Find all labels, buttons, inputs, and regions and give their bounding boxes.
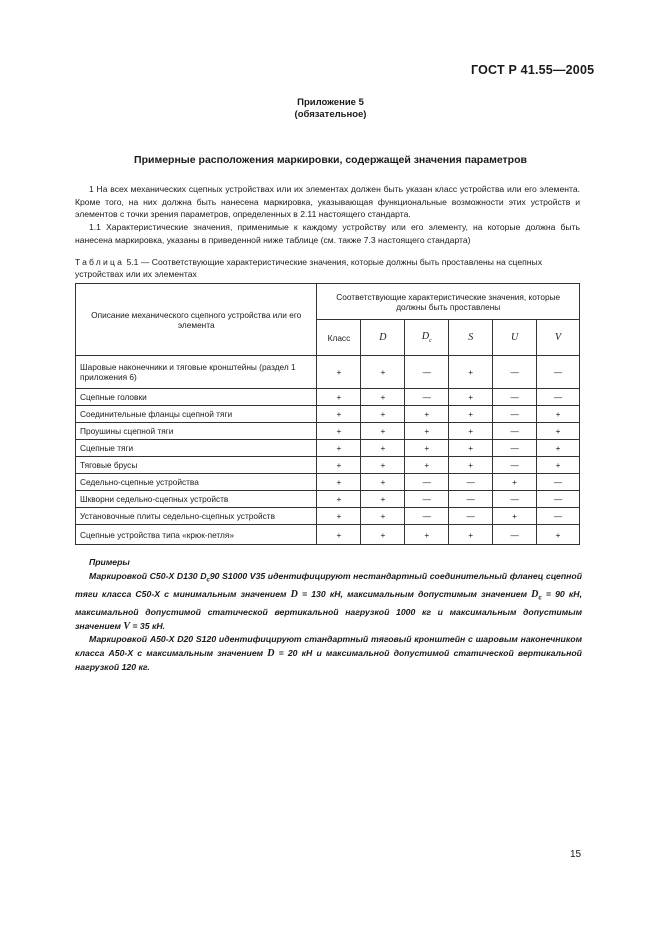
table-cell: +: [317, 356, 361, 389]
table-cell: —: [537, 474, 580, 491]
table-cell: +: [493, 474, 537, 491]
table-cell: —: [493, 440, 537, 457]
table-row: [76, 406, 580, 423]
row-label: Проушины сцепной тяги: [76, 423, 317, 440]
table-cell: —: [405, 356, 449, 389]
table-row: [76, 525, 580, 545]
table-cell: —: [493, 491, 537, 508]
table-cell: —: [493, 356, 537, 389]
table-cell: +: [317, 440, 361, 457]
table-cell: —: [537, 491, 580, 508]
table-cell: +: [405, 457, 449, 474]
table-cell: +: [361, 525, 405, 545]
table-row: [76, 423, 580, 440]
table-cell: +: [317, 457, 361, 474]
group-header: Соответствующие характеристические значения, которые должны быть проставлены: [317, 284, 580, 320]
table-cell: —: [493, 389, 537, 406]
table-cell: +: [537, 423, 580, 440]
examples-block: [75, 556, 582, 674]
table-row: [76, 508, 580, 525]
table-caption: [75, 256, 580, 280]
table-cell: +: [405, 525, 449, 545]
table-cell: —: [537, 508, 580, 525]
col-class-header: Класс: [317, 320, 361, 356]
appendix-status: (обязательное): [294, 109, 367, 120]
appendix-label: [0, 97, 661, 121]
table-cell: —: [405, 474, 449, 491]
table-cell: +: [537, 457, 580, 474]
table-cell: —: [493, 406, 537, 423]
table-cell: +: [361, 491, 405, 508]
row-label: Сцепные устройства типа «крюк-петля»: [76, 525, 317, 545]
table-row: [76, 457, 580, 474]
table-row: [76, 491, 580, 508]
table-row: [76, 440, 580, 457]
table-cell: —: [537, 356, 580, 389]
table-cell: +: [361, 440, 405, 457]
row-label: Сцепные головки: [76, 389, 317, 406]
table-cell: +: [449, 423, 493, 440]
table-cell: +: [449, 406, 493, 423]
table-cell: +: [361, 423, 405, 440]
table-cell: —: [537, 389, 580, 406]
table-caption-lead: Таблица: [75, 257, 125, 267]
table-cell: +: [405, 440, 449, 457]
row-label: Шкворни седельно-сцепных устройств: [76, 491, 317, 508]
table-cell: +: [537, 406, 580, 423]
table-cell: —: [493, 423, 537, 440]
table-cell: +: [361, 356, 405, 389]
table-cell: +: [449, 525, 493, 545]
table-cell: +: [361, 474, 405, 491]
table-cell: +: [361, 457, 405, 474]
row-label: Шаровые наконечники и тяговые кронштейны (раздел 1 приложения 6): [76, 356, 317, 389]
table-cell: —: [405, 491, 449, 508]
table-cell: +: [449, 389, 493, 406]
table-cell: +: [361, 406, 405, 423]
table-cell: +: [537, 525, 580, 545]
table-cell: +: [493, 508, 537, 525]
table-cell: +: [405, 406, 449, 423]
table-cell: +: [449, 457, 493, 474]
table-cell: +: [317, 474, 361, 491]
example-2: Маркировкой A50-X D20 S120 идентифицируют стандартный тяговый кронштейн с шаровым наконечником класса A50-X с максимальным значением D = 20 кН и максимальной допустимой статической вертикальной нагрузкой 120 кг.: [75, 634, 582, 672]
document-id: ГОСТ Р 41.55—2005: [471, 63, 595, 77]
table-cell: —: [449, 508, 493, 525]
table-cell: —: [493, 525, 537, 545]
row-label: Сцепные тяги: [76, 440, 317, 457]
table-row: [76, 474, 580, 491]
table-row: [76, 389, 580, 406]
col-u-header: U: [493, 320, 537, 356]
paragraph-1-1: 1.1 Характеристические значения, применимые к каждому устройству или его элементу, на которые должна быть нанесена маркировка, указаны в приведенной ниже таблице (см. также 7.3 настоящего стандарта): [75, 222, 580, 245]
col-desc-header: Описание механического сцепного устройства или его элемента: [76, 284, 317, 356]
col-dc-header: $D_c$: [405, 320, 449, 356]
table-cell: +: [361, 389, 405, 406]
example-1: Маркировкой C50-X D130 $D_c90$ S1000 V35 идентифицируют нестандартный соединительный фланец сцепной тяги класса C50-X с минимальным значением D = 130 кН, максимальным допустимым значением $D_c = 90$ кН, максимальной допустимой статической вертикальной нагрузкой 1000 кг и максимальным допустимым значением V = 35 кН.: [75, 570, 582, 632]
table-cell: —: [449, 474, 493, 491]
table-cell: +: [317, 508, 361, 525]
table-cell: —: [449, 491, 493, 508]
table-cell: +: [317, 491, 361, 508]
table-cell: —: [493, 457, 537, 474]
table-cell: +: [317, 423, 361, 440]
paragraph-1: 1 На всех механических сцепных устройствах или их элементах должен быть указан класс устройства или его элемента. Кроме того, на них должна быть нанесена маркировка, указывающая функциональные возможности этих устройств и элементов с точки зрения параметров, определенных в 2.11 настоящего стандарта.: [75, 184, 580, 220]
table-cell: +: [449, 356, 493, 389]
table-caption-text: 5.1 — Соответствующие характеристические значения, которые должны быть проставлены на сцепных устройствах или их элементах: [75, 257, 542, 279]
page-number: 15: [570, 849, 582, 860]
table-cell: +: [537, 440, 580, 457]
section-heading: Примерные расположения маркировки, содержащей значения параметров: [134, 154, 527, 166]
row-label: Соединительные фланцы сцепной тяги: [76, 406, 317, 423]
col-s-header: S: [449, 320, 493, 356]
table-cell: +: [361, 508, 405, 525]
appendix-title: Приложение 5: [297, 97, 364, 108]
col-d-header: D: [361, 320, 405, 356]
table-cell: —: [405, 389, 449, 406]
characteristics-table: [75, 283, 580, 545]
table-cell: +: [449, 440, 493, 457]
table-cell: +: [317, 525, 361, 545]
row-label: Тяговые брусы: [76, 457, 317, 474]
table-cell: +: [405, 423, 449, 440]
row-label: Установочные плиты седельно-сцепных устройств: [76, 508, 317, 525]
row-label: Седельно-сцепные устройства: [76, 474, 317, 491]
table-cell: —: [405, 508, 449, 525]
table-row: [76, 356, 580, 389]
table-cell: +: [317, 389, 361, 406]
col-v-header: V: [537, 320, 580, 356]
table-cell: +: [317, 406, 361, 423]
examples-title: Примеры: [89, 557, 130, 567]
